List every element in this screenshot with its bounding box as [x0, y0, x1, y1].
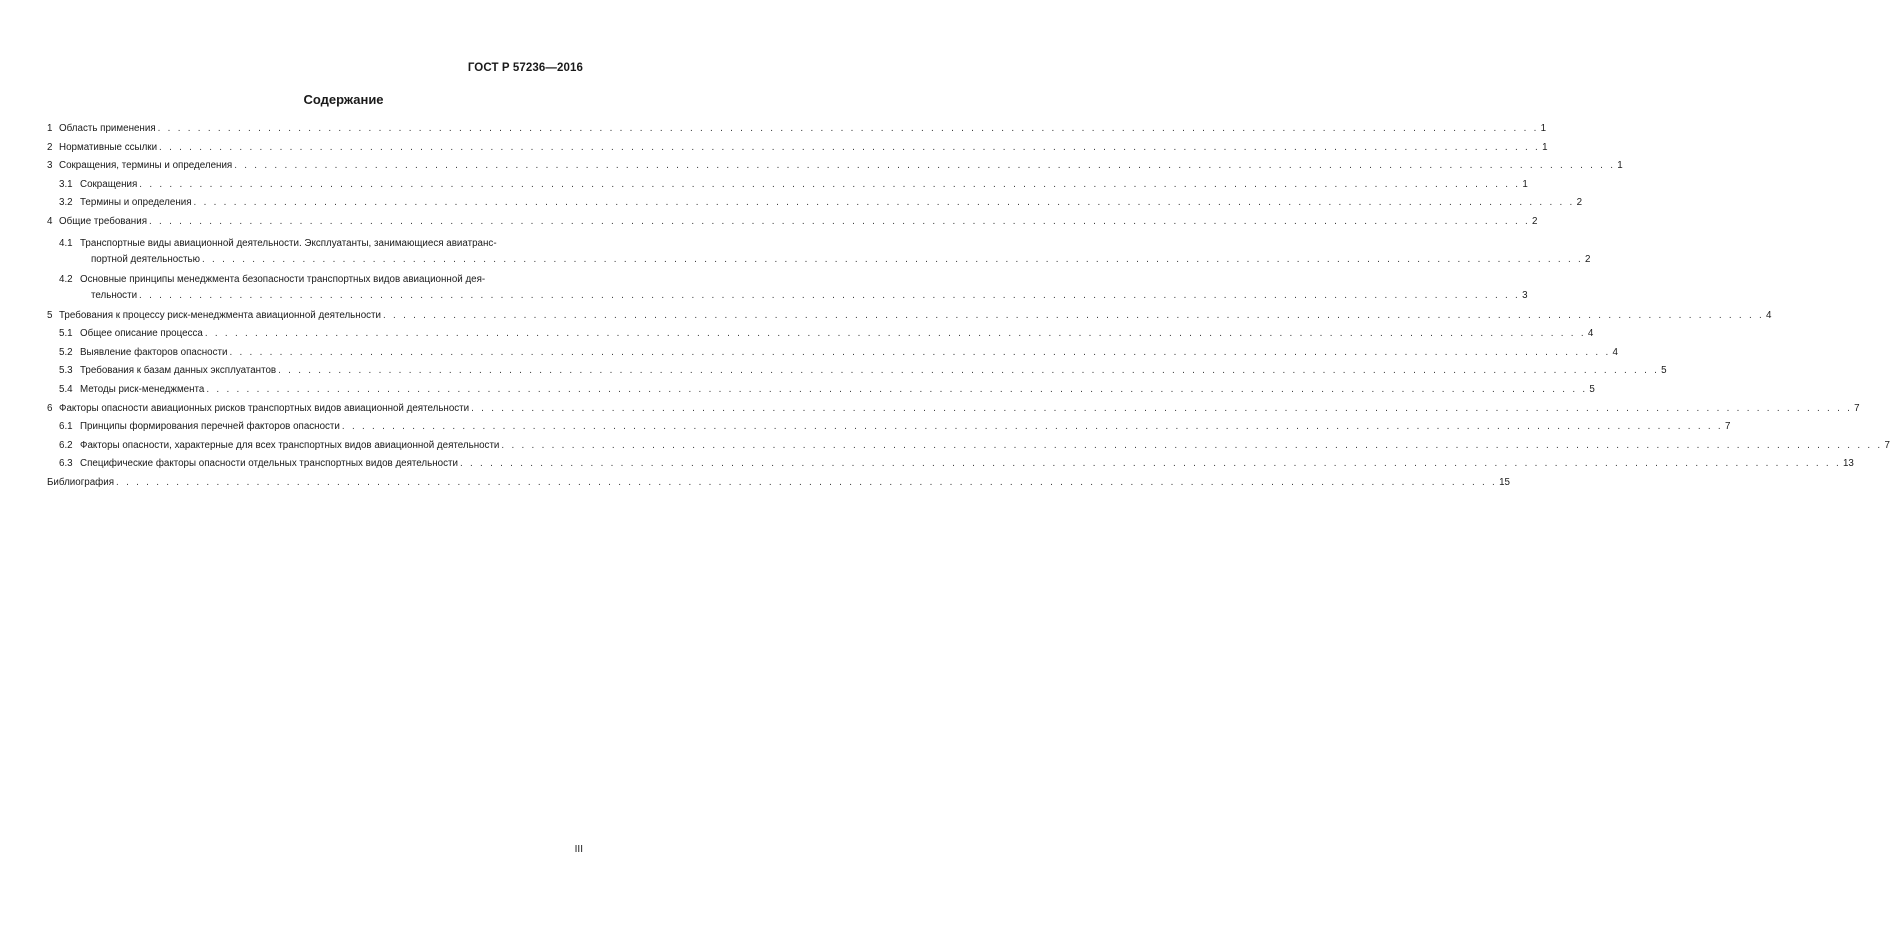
toc-entry[interactable]: [47, 272, 1528, 304]
toc-entry-page: 2: [1585, 253, 1591, 265]
toc-entry-label-line2: тельности: [91, 289, 138, 301]
toc-entry-label: Общее описание процесса: [80, 328, 203, 340]
toc-entry-label: Область применения: [59, 123, 156, 134]
toc-entry-label: Общие требования: [59, 215, 147, 227]
toc-entry-number: 5: [47, 309, 53, 321]
toc-entry-number: 6.2: [59, 439, 73, 451]
toc-entry[interactable]: [47, 213, 1538, 232]
toc-entry-number: 2: [47, 141, 53, 153]
toc-entry-page: 7: [1724, 421, 1731, 433]
toc-entry-page: 1: [1522, 178, 1528, 190]
toc-entry-page: 5: [1589, 383, 1595, 395]
toc-entry-page: 15: [1499, 476, 1510, 488]
toc-entry-label: Сокращения: [80, 178, 138, 190]
toc-entry-label: Библиография: [47, 476, 115, 488]
toc-leader-dots: [278, 362, 1659, 381]
toc-entry-label: Нормативные ссылки: [59, 141, 158, 153]
toc-entry-label-line2: портной деятельностью: [91, 253, 201, 265]
toc-entry-page: 3: [1522, 289, 1528, 301]
toc-entry[interactable]: [47, 120, 1547, 139]
toc-entry-number: 6.1: [59, 421, 73, 433]
toc-leader-dots: [206, 381, 1587, 400]
toc-entry-label: Термины и определения: [80, 197, 192, 209]
toc-leader-dots: [116, 474, 1497, 493]
toc-entry-number: 6.3: [59, 458, 73, 470]
toc-entry-page: 5: [1661, 365, 1667, 377]
toc-entry-number: 5.1: [59, 328, 73, 340]
toc-entry[interactable]: [47, 400, 1860, 419]
toc-leader-dots: [342, 418, 1723, 437]
toc-entry-number: 5.2: [59, 346, 73, 358]
table-of-contents: [47, 120, 1890, 493]
toc-entry[interactable]: [47, 418, 1731, 437]
toc-entry-number: 6: [47, 402, 53, 414]
toc-leader-dots: [460, 455, 1841, 474]
toc-entry-page: 4: [1766, 309, 1772, 321]
toc-entry-page: 1: [1617, 160, 1623, 172]
toc-entry-page: 7: [1884, 439, 1890, 451]
toc-leader-dots: [149, 213, 1530, 232]
toc-leader-dots: [501, 437, 1882, 456]
toc-leader-dots: [205, 325, 1586, 344]
toc-leader-dots: [383, 307, 1764, 326]
toc-title: Содержание: [303, 92, 384, 107]
toc-entry-label: Выявление факторов опасности: [80, 346, 228, 358]
toc-entry-number: 3.1: [59, 178, 73, 190]
toc-entry[interactable]: [47, 474, 1510, 493]
toc-entry[interactable]: [47, 437, 1890, 456]
toc-entry-page: 2: [1532, 215, 1538, 227]
toc-leader-dots: [139, 288, 1520, 304]
toc-entry[interactable]: [47, 236, 1591, 268]
toc-entry[interactable]: [47, 139, 1548, 158]
toc-leader-dots: [202, 252, 1583, 268]
toc-entry[interactable]: [47, 194, 1583, 213]
toc-leader-dots: [194, 194, 1575, 213]
toc-leader-dots: [229, 344, 1610, 363]
toc-entry-number: 1: [47, 123, 53, 134]
toc-entry-label-line1: Транспортные виды авиационной деятельности. Эксплуатанты, занимающиеся авиатранс-: [80, 237, 497, 249]
page-number: III: [574, 844, 583, 855]
toc-entry-label-line1: Основные принципы менеджмента безопасности транспортных видов авиационной дея-: [80, 273, 486, 285]
toc-entry-page: 7: [1854, 402, 1860, 414]
toc-entry-number: 3.2: [59, 197, 73, 209]
toc-entry-label: Принципы формирования перечней факторов опасности: [80, 421, 340, 433]
toc-leader-dots: [234, 157, 1615, 176]
toc-leader-dots: [471, 400, 1852, 419]
toc-entry-page: 1: [1542, 141, 1548, 153]
toc-entry-page: 2: [1576, 197, 1583, 209]
toc-entry-number: 4: [47, 215, 53, 227]
document-id: ГОСТ Р 57236—2016: [467, 62, 583, 74]
toc-leader-dots: [158, 120, 1539, 139]
toc-entry-page: 13: [1842, 458, 1854, 470]
toc-entry-number: 4.2: [59, 273, 73, 285]
toc-entry-page: 4: [1612, 346, 1618, 358]
toc-entry-number: 5.4: [59, 383, 73, 395]
toc-entry[interactable]: [47, 176, 1528, 195]
toc-entry-number: 5.3: [59, 365, 73, 377]
toc-leader-dots: [159, 139, 1540, 158]
toc-entry[interactable]: [47, 455, 1854, 474]
toc-entry-label: Факторы опасности, характерные для всех транспортных видов авиационной деятельности: [80, 439, 500, 451]
toc-entry[interactable]: [47, 381, 1595, 400]
toc-entry-page: 4: [1587, 328, 1594, 340]
toc-entry[interactable]: [47, 344, 1618, 363]
toc-entry-label: Методы риск-менеджмента: [80, 383, 205, 395]
toc-entry[interactable]: [47, 362, 1667, 381]
toc-entry[interactable]: [47, 325, 1594, 344]
toc-leader-dots: [139, 176, 1520, 195]
toc-entry-page: 1: [1540, 123, 1547, 134]
toc-entry-number: 4.1: [59, 237, 73, 249]
toc-entry[interactable]: [47, 307, 1772, 326]
toc-entry[interactable]: [47, 157, 1623, 176]
toc-entry-label: Требования к процессу риск-менеджмента авиационной деятельности: [59, 309, 381, 321]
toc-entry-label: Сокращения, термины и определения: [59, 160, 233, 172]
toc-entry-label: Специфические факторы опасности отдельных транспортных видов деятельности: [80, 458, 458, 470]
toc-entry-number: 3: [47, 160, 53, 172]
toc-entry-label: Факторы опасности авиационных рисков транспортных видов авиационной деятельности: [59, 402, 470, 414]
toc-entry-label: Требования к базам данных эксплуатантов: [80, 365, 277, 377]
